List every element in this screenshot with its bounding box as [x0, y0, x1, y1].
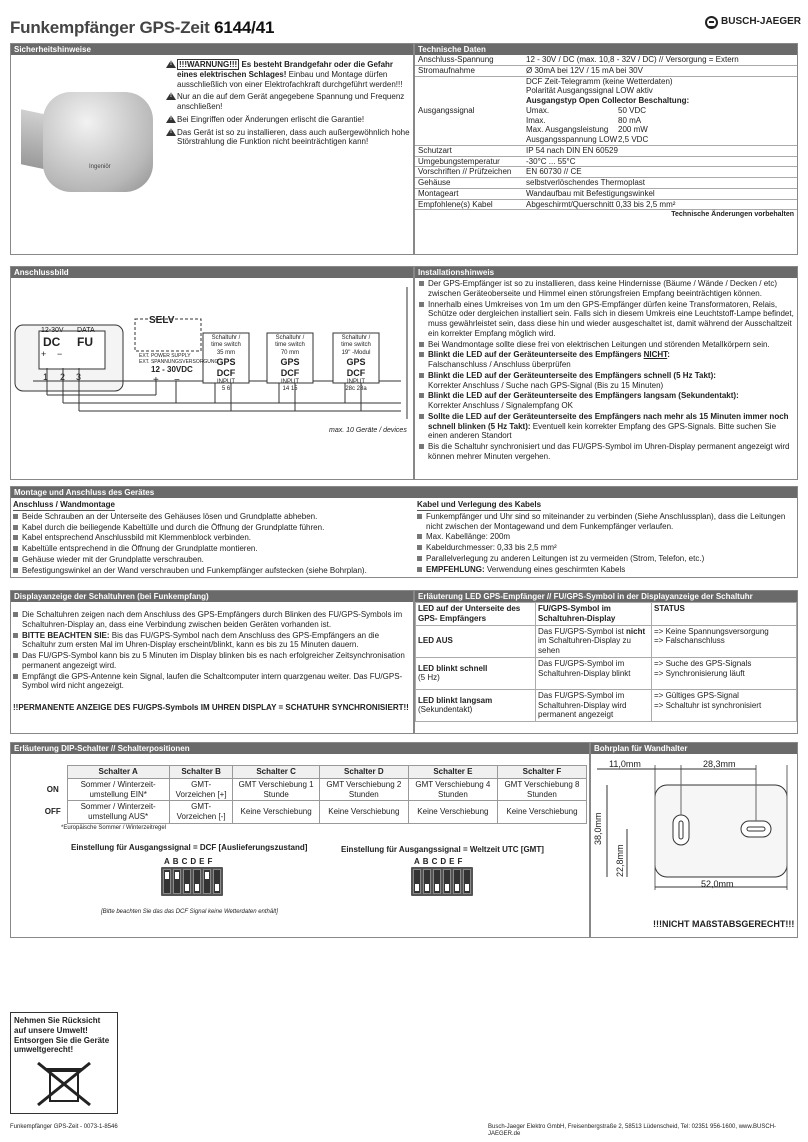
- warning-3: ! Bei Eingriffen oder Änderungen erlischt die Garantie!: [166, 115, 411, 125]
- warning-4: ! Das Gerät ist so zu installieren, dass auch außergewöhnlich hohe Störstrahlung die Funktion nicht beeinträchtigen kann!: [166, 128, 411, 148]
- wiring-header: Anschlussbild: [11, 267, 413, 278]
- warning-1: ! !!!WARNUNG!!! Es besteht Brandgefahr oder die Gefahr eines elektrischen Schlages! Einbau und Montage dürfen ausschließlich von einer Elektrofachkraft durchgeführt werden!!!: [166, 60, 411, 89]
- dip-switch-utc: A B C D E F: [411, 857, 473, 897]
- warning-icon: [166, 92, 176, 100]
- tech-note: Technische Änderungen vorbehalten: [671, 211, 794, 219]
- dip-header: Erläuterung DIP-Schalter // Schalterpositionen: [11, 743, 589, 754]
- page-title: Funkempfänger GPS-Zeit 6144/41: [10, 18, 275, 37]
- switch-box-1: Schaltuhr / time switch 35 mm GPS DCF INPUT 5 6: [211, 335, 241, 393]
- warning-icon: [166, 60, 176, 68]
- dip-section: Erläuterung DIP-Schalter // Schalterpositionen Schalter A Schalter B Schalter C Schalter D Schalter E Schalter F ON Sommer / Winterzeit-umstellung EIN* GMT-Vorzeichen [+] GMT Verschiebung 1 Stunde GMT Verschiebung 2 Stunden GMT Verschiebung 4 Stunden GMT Verschiebung 8 Stunden OFF Sommer / Winterzeit-umstellung AUS* GMT-Vorzeichen [-] Keine Verschiebung Keine Verschiebung Keine Verschiebung Keine Verschiebung *Europäische Sommer / Winterzeitregel Einstellung für Ausgangssignal = DCF [Auslieferungszustand] Einstellung für Ausgangssignal = Weltzeit UTC [GMT] A B C D E F A B C D E F [Bitte beachten Sie das das DCF Signal keine Wetterdaten enthält]: [10, 742, 590, 938]
- busch-jaeger-logo-icon: [705, 16, 718, 29]
- footer-left: Funkempfänger GPS-Zeit - 0073-1-8546: [10, 1124, 118, 1130]
- wiring-section: Anschlussbild SELV 12-30V DATA DC FU + − 1 2 3 EXT. POWER SUPPLY EXT. SPANNUNGSVERSORGUNG 12 - 30VDC + − Schaltuhr / time switch 35 mm GPS DCF INPUT 5 6 Schaltuhr / time switch 70 mm GPS DCF INPUT 14 15 Schaltuhr / time switch 19" -Modul GPS DCF INPUT 28c 28a max. 10 Geräte / devices: [10, 266, 414, 480]
- switch-box-3: Schaltuhr / time switch 19" -Modul GPS DCF INPUT 28c 28a: [341, 335, 371, 393]
- warning-icon: [166, 115, 176, 123]
- drill-header: Bohrplan für Wandhalter: [591, 743, 797, 754]
- product-image: [21, 84, 156, 204]
- selv-label: SELV: [149, 315, 175, 326]
- max-devices-label: max. 10 Geräte / devices: [329, 427, 407, 434]
- warning-2: ! Nur an die auf dem Gerät angegebene Spannung und Frequenz anschließen!: [166, 92, 411, 112]
- warning-icon: [166, 128, 176, 136]
- display-section: Displayanzeige der Schaltuhren (bei Funkempfang) Die Schaltuhren zeigen nach dem Anschluss des GPS-Empfängers durch Blinken des FU/GPS-Symbols im Schaltuhren-Display an, dass eine Verbindung zwischen beiden Geräten vorhanden ist. BITTE BEACHTEN SIE: Bis das FU/GPS-Symbol nach dem Anschluss des GPS-Empfängers an die Schaltuhr zum ersten Mal im Uhren-Display erscheint/blinkt, kann es bis zu 15 Minuten dauern. Das FU/GPS-Symbol kann bis zu 5 Minuten im Display blinken bis es nach erfolgreicher Zeitsynchronisation permanent angezeigt wird. Empfängt die GPS-Antenne kein Signal, laufen die Schaltcomputer intern quarzgenau weiter. Das FU/GPS-Symbol wird nicht angezeigt. !!PERMANENTE ANZEIGE DES FU/GPS-Symbols IM UHREN DISPLAY = SCHATUHR SYNCHRONISIERT!!: [10, 590, 414, 734]
- mount-header: Montage und Anschluss des Gerätes: [11, 487, 797, 498]
- safety-section: [10, 43, 414, 255]
- display-final: !!PERMANENTE ANZEIGE DES FU/GPS-Symbols IM UHREN DISPLAY = SCHATUHR SYNCHRONISIERT!!: [13, 703, 409, 712]
- tech-header: Technische Daten: [415, 44, 797, 55]
- recycle-bin-icon: [14, 1057, 114, 1107]
- install-section: Installationshinweis Der GPS-Empfänger ist so zu installieren, dass keine Hindernisse (Bäume / Wände / Decken / etc) zwischen Geräteoberseite und Himmel einen störungsfreien Empfang beeinträchtigen können. Innerhalb eines Umkreises von 1m um den GPS-Empfänger dürfen keine Transformatoren, Relais, Schütze oder dergleichen installiert sein. Falls sich in diesem Umkreis eine Leuchtstoff-Lampe befindet, muss gewährleistet sein, dass diese hin und wieder ausgeschaltet ist, damit während der Ausschaltzeit ein korrekter Empfang möglich wird. Bei Wandmontage sollte diese frei von elektrischen Leitungen und störenden Metallkörpern sein. Blinkt die LED auf der Geräteunterseite des Empfängers NICHT: Falschanschluss / Anschluss überprüfen Blinkt die LED auf der Geräteunterseite des Empfängers schnell (5 Hz Takt): Korrekter Anschluss / Suche nach GPS-Signal (Bis zu 15 Minuten) Blinkt die LED auf der Geräteunterseite des Empfängers langsam (Sekundentakt): Korrekter Anschluss / Signalempfang OK Sollte die LED auf der Geräteunterseite des Empfängers nach mehr als 15 Minuten immer noch schnell blinken (5 Hz Takt): Eventuell kein korrekter Empfang des GPS-Signals. Bitte suchen Sie einen anderen Standort Bis die Schaltuhr synchronisiert und das FU/GPS-Symbol im Uhren-Display permanent angezeigt wird können mehrer Minuten vergehen.: [414, 266, 798, 480]
- led-header: Erläuterung LED GPS-Empfänger // FU/GPS-Symbol in der Displayanzeige der Schaltuhr: [415, 591, 797, 602]
- brand-logo: BUSCH-JAEGER: [705, 16, 801, 29]
- display-header: Displayanzeige der Schaltuhren (bei Funkempfang): [11, 591, 413, 602]
- mount-section: Montage und Anschluss des Gerätes Anschluss / Wandmontage Beide Schrauben an der Unterseite des Gehäuses lösen und Grundplatte abheben. Kabel durch die beiliegende Kabeltülle und durch die Öffnung der Grundplatte führen. Kabel entsprechend Anschlussbild mit Klemmenblock verbinden. Kabeltülle entsprechend in die Öffnung der Grundplatte montieren. Gehäuse wieder mit der Grundplatte verschrauben. Befestigungswinkel an der Wand verschrauben und Funkempfänger aufstecken (siehe Bohrplan). Kabel und Verlegung des Kabels Funkempfänger und Uhr sind so miteinander zu verbinden (Siehe Anschlussplan), dass die Leitungen nicht zwischen der Montagewand und dem Funkempfänger verlaufen. Max. Kabellänge: 200m Kabeldurchmesser: 0,33 bis 2,5 mm² Parallelverlegung zu anderen Leitungen ist zu vermeiden (Strom, Telefon, etc.) EMPFEHLUNG: Verwendung eines geschirmten Kabels: [10, 486, 798, 578]
- install-header: Installationshinweis: [415, 267, 797, 278]
- switch-box-2: Schaltuhr / time switch 70 mm GPS DCF INPUT 14 15: [275, 335, 305, 393]
- product-label: Ingeniör: [89, 164, 111, 170]
- tech-data-section: Technische Daten Anschluss-Spannung 12 - 30V / DC (max. 10,8 - 32V / DC) // Versorgung = Extern Stromaufnahme Ø 30mA bei 12V / 15 mA bei 30V Ausgangssignal DCF Zeit-Telegramm (keine Wetterdaten) Polarität Ausgangssignal LOW aktiv Ausgangstyp Open Collector Beschaltung: Umax. 50 VDC Imax. 80 mA Max. Ausgangsleistung 200 mW Ausgangsspannung LOW 2,5 VDC Schutzart IP 54 nach DIN EN 60529 Umgebungstemperatur -30°C ... 55°C Vorschriften // Prüfzeichen EN 60730 // CE Gehäuse selbstverlöschendes Thermoplast Montageart Wandaufbau mit Befestigungswinkel Empfohlene(s) Kabel Abgeschirmt/Querschnitt 0,33 bis 2,5 mm² Technische Änderungen vorbehalten: [414, 43, 798, 255]
- drill-section: Bohrplan für Wandhalter 11,0mm 28,3mm 38,0mm 22,8mm 52,0mm !!!NICHT MAßSTABSGERECHT!!!: [590, 742, 798, 938]
- dip-switch-dcf: A B C D E F: [161, 857, 223, 897]
- drill-plan: [591, 755, 797, 915]
- led-section: Erläuterung LED GPS-Empfänger // FU/GPS-Symbol in der Displayanzeige der Schaltuhr LED auf der Unterseite des GPS- Empfängers FU/GPS-Symbol im Schaltuhren-Display STATUS LED AUS Das FU/GPS-Symbol ist nicht im Schaltuhren-Display zu sehen => Keine Spannungsversorgung => Falschanschluss LED blinkt schnell (5 Hz) Das FU/GPS-Symbol im Schaltuhren-Display blinkt => Suche des GPS-Signals => Synchronisierung läuft LED blinkt langsam (Sekundentakt) Das FU/GPS-Symbol im Schaltuhren-Display wird permanent angezeigt => Gültiges GPS-Signal => Schaltuhr ist synchronisiert: [414, 590, 798, 734]
- recycle-notice: Nehmen Sie Rücksicht auf unsere Umwelt! Entsorgen Sie die Geräte umweltgerecht!: [10, 1012, 118, 1114]
- footer-right: Busch-Jaeger Elektro GmbH, Freisenbergstraße 2, 58513 Lüdenscheid, Tel: 02351 956-1600, www.BUSCH-JAEGER.de: [488, 1124, 777, 1138]
- safety-header: Sicherheitshinweise: [11, 44, 413, 55]
